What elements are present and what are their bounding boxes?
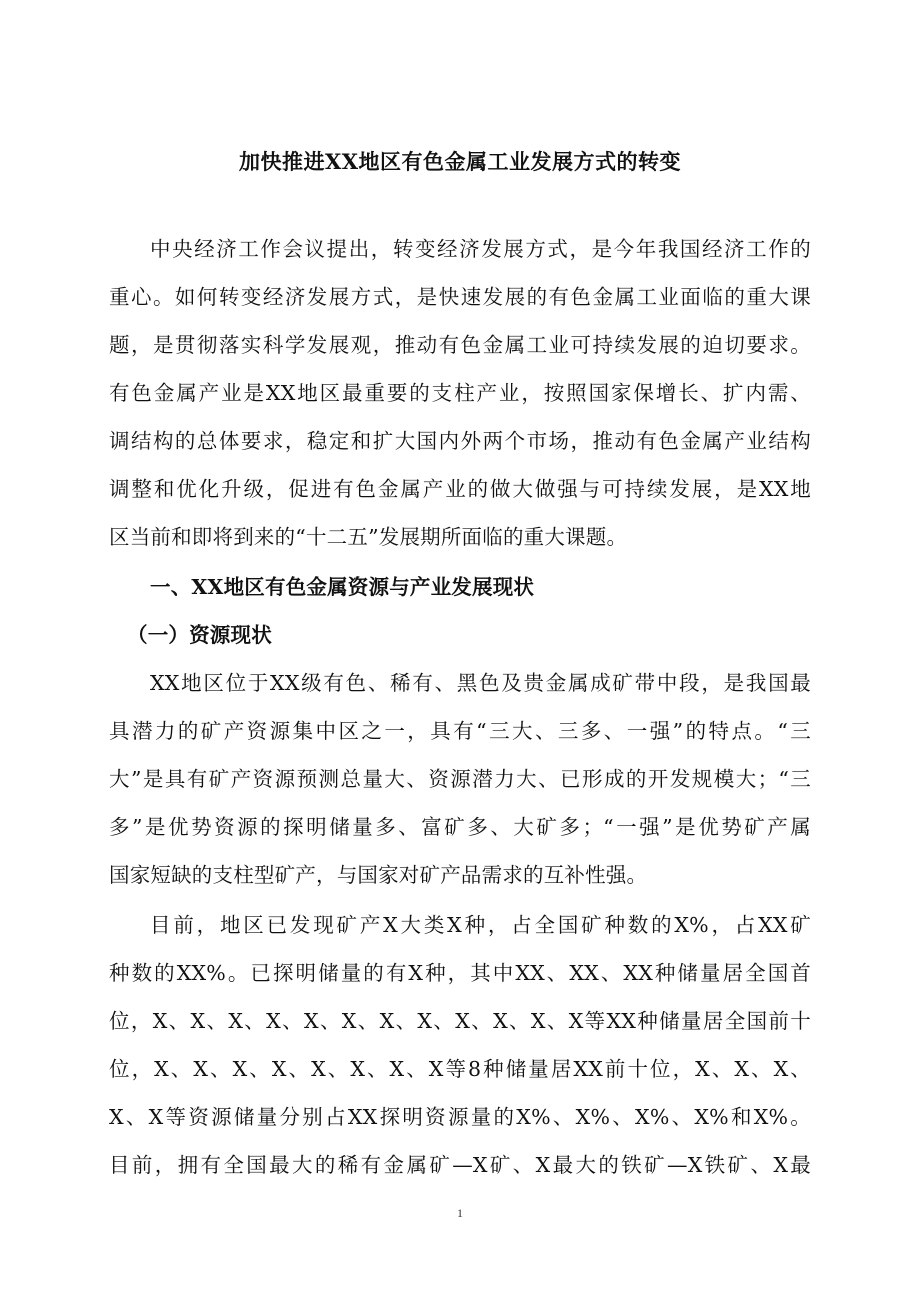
section-heading: 一、XX地区有色金属资源与产业发展现状	[150, 575, 535, 599]
paragraph-line: 具潜力的矿产资源集中区之一，具有“三大、三多、一强”的特点。“三	[109, 719, 811, 743]
paragraph-line: 目前，拥有全国最大的稀有金属矿—X矿、X最大的铁矿—X铁矿、X最	[109, 1153, 811, 1177]
paragraph-line: 国家短缺的支柱型矿产，与国家对矿产品需求的互补性强。	[109, 863, 648, 887]
paragraph-line: XX地区位于XX级有色、稀有、黑色及贵金属成矿带中段，是我国最	[150, 671, 811, 695]
paragraph-line: 种数的XX%。已探明储量的有X种，其中XX、XX、XX种储量居全国首	[109, 961, 811, 985]
paragraph-line: X、X等资源储量分别占XX探明资源量的X%、X%、X%、X%和X%。	[109, 1105, 811, 1129]
paragraph-line: 位，X、X、X、X、X、X、X、X等8种储量居XX前十位，X、X、X、	[109, 1057, 811, 1081]
paragraph-line: 调整和优化升级，促进有色金属产业的做大做强与可持续发展，是XX地	[109, 477, 811, 501]
page-number: 1	[457, 1206, 463, 1220]
paragraph-line: 重心。如何转变经济发展方式，是快速发展的有色金属工业面临的重大课	[109, 285, 811, 309]
paragraph-line: 多”是优势资源的探明储量多、富矿多、大矿多；“一强”是优势矿产属	[109, 815, 811, 839]
subsection-heading: （一）资源现状	[127, 623, 272, 647]
paragraph-line: 位，X、X、X、X、X、X、X、X、X、X、X、X等XX种储量居全国前十	[109, 1009, 811, 1033]
paragraph-line: 大”是具有矿产资源预测总量大、资源潜力大、已形成的开发规模大；“三	[109, 767, 811, 791]
document-title: 加快推进XX地区有色金属工业发展方式的转变	[238, 149, 682, 174]
paragraph-line: 调结构的总体要求，稳定和扩大国内外两个市场，推动有色金属产业结构	[109, 429, 811, 453]
paragraph-line: 目前，地区已发现矿产X大类X种，占全国矿种数的X%，占XX矿	[150, 913, 811, 937]
paragraph-line: 中央经济工作会议提出，转变经济发展方式，是今年我国经济工作的	[150, 237, 811, 261]
paragraph-line: 题，是贯彻落实科学发展观，推动有色金属工业可持续发展的迫切要求。	[109, 333, 811, 357]
paragraph-line: 区当前和即将到来的“十二五”发展期所面临的重大课题。	[109, 525, 628, 549]
paragraph-line: 有色金属产业是XX地区最重要的支柱产业，按照国家保增长、扩内需、	[109, 381, 811, 405]
